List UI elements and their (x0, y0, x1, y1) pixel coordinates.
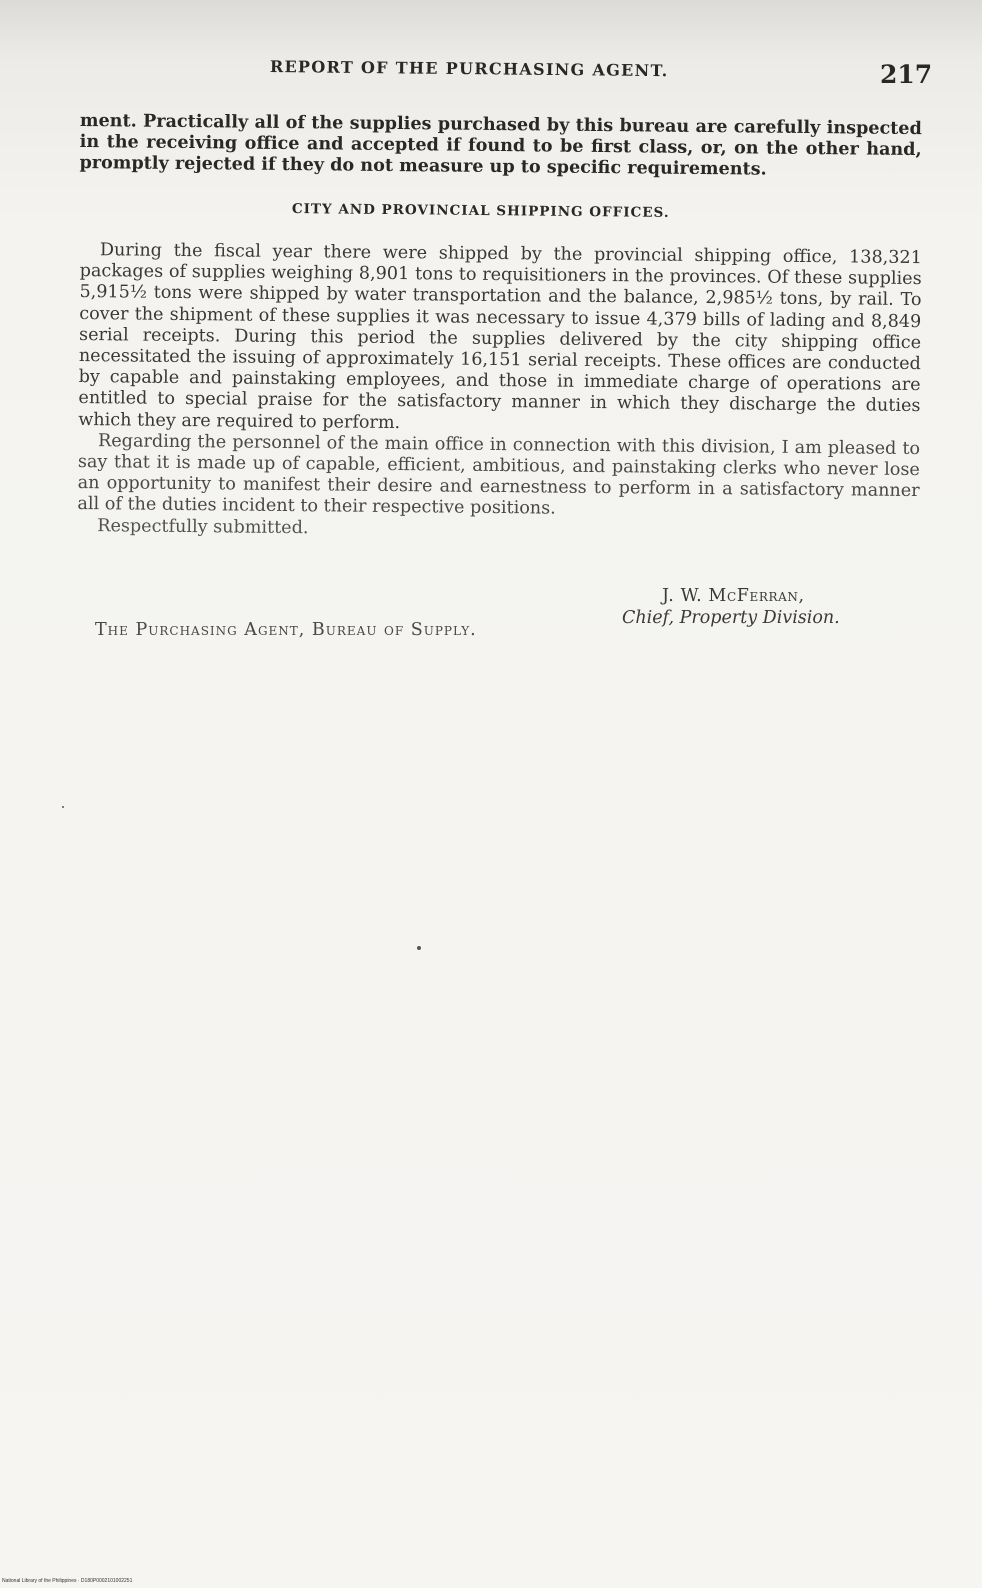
section-heading: CITY AND PROVINCIAL SHIPPING OFFICES. (291, 201, 670, 221)
intro-paragraph: ment. Practically all of the supplies purchased by this bureau are carefully inspected in the receiving office and accepted if found to be first class, or, on the other hand, promptly rejected if they do not measure up to specific requirements. (79, 110, 922, 181)
closing-line: Respectfully submitted. (97, 515, 309, 538)
signatory-name: J. W. McFerran, (662, 586, 805, 606)
body-paragraph-shipping: During the fiscal year there were shipped by the provincial shipping office, 138,321 packages of supplies weighing 8,901 tons to requisitioners in the provinces. Of these supplies 5,915½ tons were shipped by water transportation and the balance, 2,985½ tons, by rail. To cover the shipment of these supplies it was necessary to issue 4,379 bills of lading and 8,849 serial receipts. During this period the supplies delivered by the city shipping office necessitated the issuing of approximately 16,151 serial receipts. These offices are conducted by capable and painstaking employees, and those in immediate charge of operations are entitled to special praise for the satisfactory manner in which they discharge the duties which they are required to perform. (78, 240, 922, 433)
scan-speck (417, 946, 421, 950)
body-paragraph-personnel: Regarding the personnel of the main office in connection with this division, I am pleased to say that it is made up of capable, efficient, ambitious, and painstaking clerks who never lose an opportunity to manifest their desire and earnestness to perform in a satisfactory manner all of the duties incident to their respective positions. (77, 431, 921, 520)
signatory-title: Chief, Property Division. (622, 608, 840, 628)
addressee-line: The Purchasing Agent, Bureau of Supply. (95, 620, 477, 640)
section-body (77, 240, 922, 545)
scan-speck (62, 806, 64, 808)
running-header: REPORT OF THE PURCHASING AGENT. (269, 57, 669, 81)
signature-block (622, 585, 840, 629)
footer-caption: National Library of the Philippines · D180P0002101002251 (2, 1578, 133, 1584)
page-number: 217 (880, 60, 933, 89)
